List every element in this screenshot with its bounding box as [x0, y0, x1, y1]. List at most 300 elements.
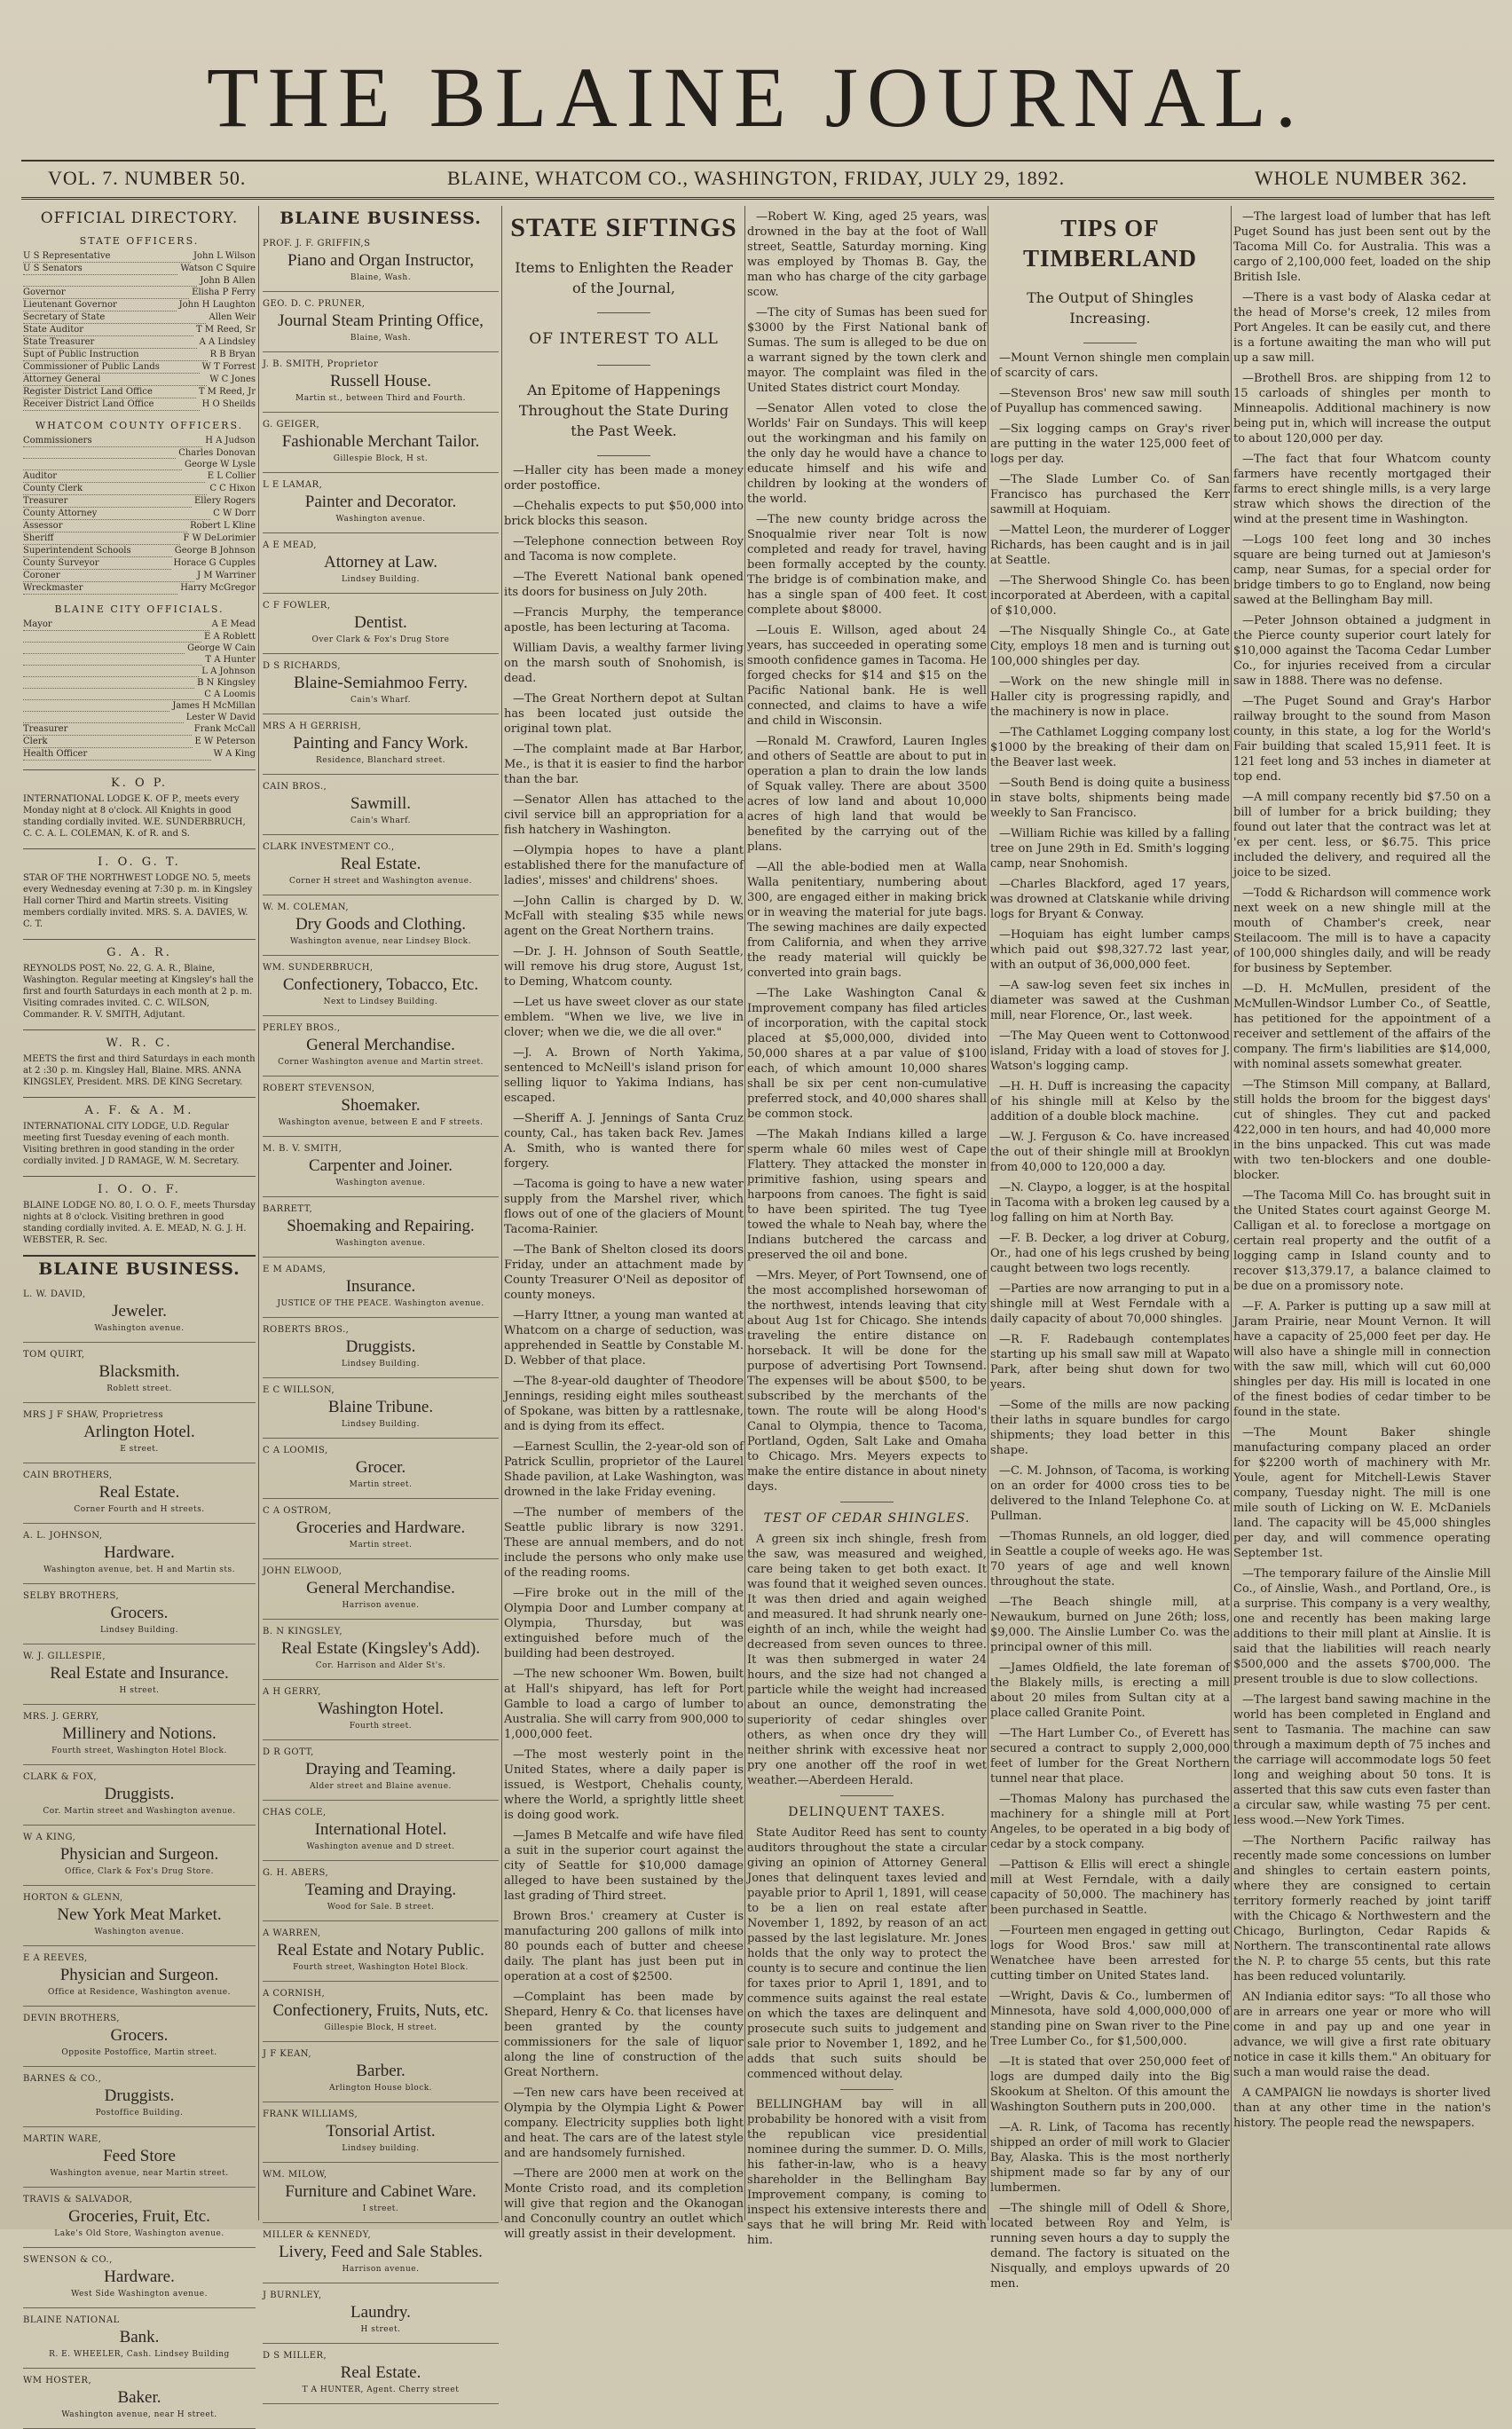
officer-name: Watson C Squire [180, 264, 256, 273]
business-name: Painter and Decorator. [304, 493, 457, 511]
column-business [263, 206, 499, 2394]
business-address: Washington avenue, near H street. [61, 2410, 217, 2419]
masthead-title: THE BLAINE JOURNAL. [207, 50, 1305, 145]
news-item: —Ten new cars have been received at Olympia by the Olympia Light & Power company. Electricity supplies both light and heat. The cars are of the latest style and are handsomely furnished. [504, 2086, 744, 2160]
business-proprietor: CLARK & FOX, [23, 1772, 98, 1782]
delinquent-taxes-text: State Auditor Reed has sent to county auditors throughout the state a circular giving an opinion of Attorney General Jones that delinquent taxes levied and payable prior to April 1, 1891, will cease to be a lien on real estate after November 1, 1892, by reason of an act passed by the last legislature. Mr. Jones holds that the only way to protect the county is to secure and continue the lien for taxes prior to April 1, 1891, and to commence suits against the real estate on which the taxes are delinquent and prosecute such suits to judgement and sale prior to November 1, 1892, and he adds that such suits should be commenced without delay. [747, 1826, 987, 2081]
news-item: —Logs 100 feet long and 30 inches square are being turned out at Jamieson's camp, near Sumas, for a special order for bridge timbers to go to England, now being sawed at the Bellingham Bay mill. [1233, 533, 1491, 607]
business-address: Washington avenue. [94, 1928, 185, 1936]
officer-row [23, 582, 256, 595]
officer-name: C C Hixon [209, 484, 256, 493]
business-proprietor: A CORNISH, [263, 1989, 326, 1999]
business-name: Blacksmith. [98, 1362, 180, 1381]
business-proprietor: WM. SUNDERBRUCH, [263, 963, 374, 973]
business-card [263, 1801, 499, 1861]
news-item: —The Great Northern depot at Sultan has been located just outside the original town plat. [504, 692, 744, 736]
business-name: Real Estate and Insurance. [50, 1664, 229, 1683]
divider [840, 2089, 894, 2090]
business-address: Harrison avenue. [342, 1601, 420, 1610]
business-proprietor: W A KING, [23, 1833, 76, 1842]
officer-title [23, 643, 185, 654]
news-item: —The 8-year-old daughter of Theodore Jennings, residing eight miles southeast of Spokane, was bitten by a rattlesnake, and is dying from its effect. [504, 1375, 744, 1433]
news-item: —James B Metcalfe and wife have filed a suit in the superior court against the city of Seattle for $10,000 damage alleged to have been sustained by the last grading of Third street. [504, 1829, 744, 1903]
business-address: Martin street. [349, 1541, 413, 1550]
news-item: —Charles Blackford, aged 17 years, was drowned at Clatskanie while driving logs for Bryant & Conway. [990, 878, 1230, 921]
business-address: Gillespie Block, H st. [333, 454, 429, 463]
lodge-text: STAR OF THE NORTHWEST LODGE NO. 5, meets every Wednesday evening at 7:30 p. m. in Kingsley Hall corner Third and Martin streets. Visiting members cordially invited. MRS. S. A. DAVIES, W. C. T. [23, 873, 253, 929]
business-card [263, 292, 499, 352]
news-item: —Earnest Scullin, the 2-year-old son of Patrick Scullin, proprietor of the Laurel Shade pavilion, at Lake Washington, was drowned in the lake Friday evening. [504, 1440, 744, 1499]
timberland-headline: TIPS OF TIMBERLAND [1022, 215, 1198, 272]
news-item: —Mrs. Meyer, of Port Townsend, one of the most accomplished horsewoman of the northwest, intends leaving that city about Aug 1st for Chicago. She intends traveling the entire distance on horseback. It will be done for the purpose of advertising Port Townsend. The expenses will be about $500, to be subscribed by the merchants of the town. The route will be along Hood's Canal to Olympia, thence to Tacoma, Portland, Ogden, Salt Lake and Omaha to Chicago. Mrs. Meyers expects to make the entire distance in about ninety days. [747, 1269, 987, 1494]
officer-name: John L Wilson [193, 251, 256, 261]
officer-title: Lieutenant Governor [23, 299, 177, 312]
news-item: —Mount Vernon shingle men complain of scarcity of cars. [990, 351, 1230, 380]
business-address: R. E. WHEELER, Cash. Lindsey Building [49, 2350, 230, 2359]
officer-name: W C Jones [209, 375, 256, 384]
business-address: Postoffice Building. [95, 2109, 184, 2117]
business-name: Jeweler. [112, 1302, 167, 1321]
business-proprietor: G. H. ABERS, [263, 1868, 329, 1878]
officer-name: B N Kingsley [197, 678, 256, 688]
officer-row [23, 250, 256, 263]
officer-title: Sheriff [23, 532, 180, 545]
officer-name: W T Forrest [201, 362, 256, 372]
business-name: Grocers. [110, 2026, 169, 2045]
news-item: A CAMPAIGN lie nowdays is shorter lived than at any other time in the nation's history. The people read the newspapers. [1233, 2086, 1491, 2130]
news-item: —The Puget Sound and Gray's Harbor railway brought to the sound from Mason county, in this state, a log for the World's Fair building that scaled 15,911 feet. It is 121 feet long and 53 inches in diameter at top end. [1233, 695, 1491, 784]
business-address: Next to Lindsey Building. [323, 998, 438, 1006]
business-proprietor: A. L. JOHNSON, [23, 1531, 103, 1541]
officer-title [23, 689, 201, 700]
bellingham-note: BELLINGHAM bay will in all probability be honored with a visit from the republican vice presidential nominee during the summer. D. O. Mills, his father-in-law, who is a heavy shareholder in the Bellingham Bay Improvement company, is coming to inspect his extensive interests there and says that he will bring Mr. Reid with him. [747, 2098, 987, 2247]
officer-row [23, 677, 256, 689]
officer-title [23, 700, 169, 712]
business-proprietor: C F FOWLER, [263, 601, 331, 611]
business-proprietor: GEO. D. C. PRUNER, [263, 299, 366, 309]
business-card [23, 2067, 256, 2127]
cedar-shingles-text: A green six inch shingle, fresh from the saw, was measured and weighed, care being taken to get both exact. It was found that it weighed seven ounces. It was then dried and again weighed and measured. It had shrunk nearly one-eighth of an inch, while the weight had decreased from seven ounces to three. It was then submerged in water 24 hours, and the size had not changed a particle while the weight had increased about an ounce, demonstrating the superiority of cedar shingles over others, as when once dry they will neither shrink with excessive heat nor pry one another off the roof in wet weather.—Aberdeen Herald. [747, 1533, 987, 1787]
business-proprietor: J F KEAN, [263, 2049, 312, 2059]
officer-title: U S Representative [23, 250, 191, 263]
business-address: I street. [362, 2204, 399, 2213]
news-item: —A. R. Link, of Tacoma has recently shipped an order of mill work to Glacier Bay, Alaska. This is the most northerly shipment made so far by any of our lumbermen. [990, 2121, 1230, 2195]
officer-row [23, 723, 256, 736]
news-item: —C. M. Johnson, of Tacoma, is working on an order for 4000 cross ties to be delivered to the Inland Telephone Co. at Pullman. [990, 1464, 1230, 1523]
business-card [23, 1343, 256, 1403]
news-item: —Fourteen men engaged in getting out logs for Wood Bros.' saw mill at Wenatchee have been arrested for cutting timber on United States land. [990, 1924, 1230, 1983]
officer-name: John B Allen [200, 276, 256, 286]
business-proprietor: BARRETT, [263, 1204, 313, 1214]
business-proprietor: L. W. DAVID, [23, 1289, 86, 1299]
business-name: Barber. [356, 2062, 406, 2080]
officer-title: U S Senators [23, 263, 177, 275]
business-name: Real Estate. [98, 1483, 180, 1502]
business-card [263, 1197, 499, 1258]
lodge-notices [23, 769, 256, 1246]
volume-number: VOL. 7. NUMBER 50. [48, 167, 247, 189]
officer-name: George W Lysle [184, 460, 256, 469]
officer-row [23, 570, 256, 582]
news-item: —The shingle mill of Odell & Shore, located between Roy and Yelm, is running seven hours a day to supply the demand. The factory is situated on the Nisqually, and employs upwards of 20 men. [990, 2202, 1230, 2291]
news-item: —The Hart Lumber Co., of Everett has secured a contract to supply 2,000,000 feet of lumber for the Great Northern tunnel near that place. [990, 1727, 1230, 1786]
whole-number: WHOLE NUMBER 362. [1255, 167, 1469, 189]
business-proprietor: CAIN BROS., [263, 782, 327, 792]
business-address: Opposite Postoffice, Martin street. [61, 2048, 217, 2057]
lodge-title: G. A. R. [23, 939, 256, 960]
news-item: —F. A. Parker is putting up a saw mill at Jaram Prairie, near Mount Vernon. It will have a capacity of 25,000 feet per day. He will also have a shingle mill in connection with the saw mill, which will cut 60,000 shingles per day. His mill is located in one of the finest bodies of cedar timber to be found in the state. [1233, 1300, 1491, 1419]
officer-name: E L Collier [207, 471, 256, 481]
business-name: International Hotel. [314, 1820, 447, 1839]
business-name: Blaine-Semiahmoo Ferry. [293, 674, 469, 692]
news-item: Brown Bros.' creamery at Custer is manufacturing 200 gallons of milk into 80 pounds each of butter and cheese daily. The plant has just been put in operation at a cost of $2500. [504, 1910, 744, 1983]
officer-title [23, 459, 182, 470]
news-item: —Wright, Davis & Co., lumbermen of Minnesota, have sold 4,000,000,000 of standing pine on Swan river to the Pine Tree Lumber Co., for $1,500,000. [990, 1990, 1230, 2048]
business-proprietor: E C WILLSON, [263, 1385, 335, 1395]
officer-row [23, 299, 256, 312]
news-item: —Complaint has been made by Shepard, Henry & Co. that licenses have been granted by the county commissioners for the sale of liquor along the line of construction of the Great Northern. [504, 1991, 744, 2079]
officer-title [23, 654, 202, 666]
business-name: Real Estate. [340, 855, 421, 873]
officer-row [23, 532, 256, 545]
timberland-deck: The Output of Shingles Increasing. [1027, 289, 1193, 327]
business-name: Arlington Hotel. [83, 1423, 195, 1441]
officer-row [23, 689, 256, 700]
business-proprietor: FRANK WILLIAMS, [263, 2110, 358, 2119]
business-proprietor: MRS. J. GERRY, [23, 1712, 99, 1722]
divider [597, 455, 650, 456]
news-item: —Dr. J. H. Johnson of South Seattle, will remove his drug store, August 1st, to Deming, Whatcom county. [504, 945, 744, 989]
officer-row [23, 287, 256, 299]
city-officials-list [23, 619, 256, 761]
officer-title: Commissioners [23, 435, 202, 447]
news-item: —N. Claypo, a logger, is at the hospital in Tacoma with a broken leg caused by a log falling on him at North Bay. [990, 1181, 1230, 1225]
news-item: —The new county bridge across the Snoqualmie river near Tolt is now completed and ready for travel, having been formally accepted by the county. The bridge is of combination make, and has a single span of 400 feet. It cost complete about $8000. [747, 513, 987, 617]
business-name: Blaine Tribune. [327, 1398, 434, 1416]
business-address: Lindsey building. [342, 2144, 420, 2153]
officer-row [23, 619, 256, 631]
business-address: Lindsey Building. [341, 1420, 421, 1429]
news-item: —South Bend is doing quite a business in stave bolts, shipments being made weekly to San Francisco. [990, 777, 1230, 820]
business-card [263, 1318, 499, 1378]
business-address: H street. [360, 2325, 401, 2334]
business-name: Journal Steam Printing Office, [278, 312, 484, 330]
siftings-headline: STATE SIFTINGS [510, 213, 737, 242]
news-item: —Thomas Runnels, an old logger, died in Seattle a couple of weeks ago. He was 70 years of age and well known throughout the state. [990, 1530, 1230, 1589]
officer-title [23, 677, 194, 689]
officer-name: T A Hunter [205, 655, 256, 665]
news-item: —Sheriff A. J. Jennings of Santa Cruz county, Cal., has taken back Rev. James A. Smith, who is wanted there for forgery. [504, 1112, 744, 1171]
business-address: Corner Washington avenue and Martin street. [278, 1058, 484, 1067]
officer-row [23, 508, 256, 520]
officer-name: Horace G Cupples [173, 558, 256, 568]
news-item: —James Oldfield, the late foreman of the Blakely mills, is erecting a mill about 20 miles from Sultan city at a place called Granite Point. [990, 1661, 1230, 1720]
business-card [23, 1282, 256, 1343]
news-item: —The Cathlamet Logging company lost $1000 by the breaking of their dam on the Beaver last week. [990, 726, 1230, 769]
business-card [263, 1740, 499, 1801]
business-name: Physician and Surgeon. [59, 1845, 219, 1864]
business-proprietor: TOM QUIRT, [23, 1350, 85, 1360]
business-card [23, 1524, 256, 1584]
officer-name: Robert L Kline [190, 521, 256, 531]
county-officers-title: WHATCOM COUNTY OFFICERS. [35, 420, 244, 431]
business-name: Carpenter and Joiner. [309, 1156, 453, 1175]
business-address: Washington avenue, bet. H and Martin sts. [43, 1565, 235, 1574]
business-proprietor: D R GOTT, [263, 1747, 314, 1757]
officer-name: Charles Donovan [178, 448, 256, 458]
officer-row [23, 263, 256, 275]
business-name: Real Estate (Kingsley's Add). [281, 1639, 480, 1658]
business-card [263, 232, 499, 292]
business-proprietor: SELBY BROTHERS, [23, 1591, 120, 1601]
business-card [263, 2163, 499, 2223]
siftings-paragraphs [504, 463, 744, 2242]
business-card [263, 1921, 499, 1982]
business-card [263, 1076, 499, 1137]
business-name: Tonsorial Artist. [326, 2122, 436, 2141]
business-card [263, 2283, 499, 2344]
news-item: —Senator Allen has attached to the civil service bill an appropriation for a fish hatchery in Washington. [504, 793, 744, 837]
news-item: —Olympia hopes to have a plant established there for the manufacture of ladies', misses' and childrens' shoes. [504, 844, 744, 887]
business-name: Painting and Fancy Work. [293, 734, 469, 753]
lodge-text: MEETS the first and third Saturdays in each month at 2 :30 p. m. Kingsley Hall, Blaine. MRS. ANNA KINGSLEY, President. MRS. DE KING Secretary. [23, 1054, 256, 1087]
officer-name: T M Reed, Jr [198, 387, 256, 397]
news-item: —Fire broke out in the mill of the Olympia Door and Lumber company at Olympia, Thursday, but was extinguished before much of the building had been destroyed. [504, 1587, 744, 1660]
news-item: —The Slade Lumber Co. of San Francisco has purchased the Kerr sawmill at Hoquiam. [990, 473, 1230, 517]
business-address: Washington avenue, near Martin street. [50, 2169, 229, 2178]
news-item: —The complaint made at Bar Harbor, Me., is that it is easier to find the harbor than the bar. [504, 743, 744, 786]
business-proprietor: TRAVIS & SALVADOR, [23, 2195, 133, 2204]
officer-title: Register District Land Office [23, 386, 196, 398]
column-rule [1231, 206, 1232, 2220]
business-name: Bank. [119, 2328, 160, 2346]
business-name: Dry Goods and Clothing. [295, 915, 467, 934]
business-proprietor: MRS A H GERRISH, [263, 722, 362, 731]
news-item: —Some of the mills are now packing their laths in square bundles for cargo shipments; they load better in this shape. [990, 1399, 1230, 1457]
business-address: Washington avenue. [335, 515, 426, 524]
business-name: Hardware. [104, 2267, 175, 2286]
business-card [263, 654, 499, 714]
business-address: Washington avenue. [94, 1324, 185, 1333]
news-item: —Stevenson Bros' new saw mill south of Puyallup has commenced sawing. [990, 387, 1230, 415]
business-address: Washington avenue, near Lindsey Block. [289, 937, 471, 946]
news-item: —J. A. Brown of North Yakima, sentenced to McNeill's island prison for selling liquor to Yakima Indians, has escaped. [504, 1046, 744, 1105]
officer-name: Allen Weir [209, 312, 256, 322]
news-item: —Todd & Richardson will commence work next week on a new shingle mill at the mouth of Chamber's creek, near Steilacoom. The mill is to have a capacity of 100,000 shingles daily, and will be ready for business by September. [1233, 887, 1491, 975]
business-name: Grocer. [355, 1458, 406, 1477]
business-proprietor: MILLER & KENNEDY, [263, 2230, 372, 2240]
business-name: Shoemaking and Repairing. [287, 1217, 475, 1235]
business-proprietor: CHAS COLE, [263, 1808, 327, 1818]
officer-name: George W Cain [187, 643, 256, 653]
business-address: Lindsey Building. [341, 575, 421, 584]
business-card [263, 714, 499, 775]
business-card [23, 1886, 256, 1946]
business-name: Furniture and Cabinet Ware. [285, 2182, 476, 2201]
business-address: Roblett street. [106, 1384, 172, 1393]
officer-title: State Auditor [23, 324, 193, 336]
business-address: Cain's Wharf. [350, 816, 411, 825]
business-address: Blaine, Wash. [350, 273, 412, 282]
business-card [23, 1765, 256, 1826]
news-item: —The largest load of lumber that has left Puget Sound has just been sent out by the Tacoma Mill Co. for Australia. This was a cargo of 2,100,000 feet, loaded on the ship British Isle. [1233, 210, 1491, 284]
business-card [23, 1826, 256, 1886]
officer-title: Treasurer [23, 723, 192, 736]
news-item: —Work on the new shingle mill in Haller city is progressing rapidly, and the machinery is now in place. [990, 675, 1230, 719]
business-proprietor: D S RICHARDS, [263, 661, 342, 671]
news-item: —D. H. McMullen, president of the McMullen-Windsor Lumber Co., of Seattle, has petitioned for the appointment of a receiver and settlement of the affairs of the company. The firm's liabilities are $14,000, with nominal assets somewhat greater. [1233, 982, 1491, 1071]
state-officers-list [23, 250, 256, 411]
officer-name: W A King [213, 749, 256, 759]
business-card [23, 1463, 256, 1524]
business-address: Martin street. [349, 1480, 413, 1489]
business-card [23, 1705, 256, 1765]
news-item: —Mattel Leon, the murderer of Logger Richards, has been caught and is in jail at Seattle. [990, 524, 1230, 567]
lodge-title: I. O. G. T. [23, 848, 256, 870]
officer-name: R B Bryan [209, 350, 256, 359]
business-card [263, 352, 499, 413]
business-name: Attorney at Law. [323, 553, 438, 572]
officer-title [23, 631, 201, 643]
business-name: Baker. [117, 2388, 161, 2407]
business-card [23, 1946, 256, 2007]
officer-row [23, 398, 256, 411]
divider [597, 365, 650, 366]
business-card [263, 2223, 499, 2283]
news-item: —Senator Allen voted to close the Worlds' Fair on Sundays. This will keep out the workingman and his family on the only day he would have a chance to educate himself and his wife and children by looking at the wonders of the world. [747, 402, 987, 506]
news-paragraphs [747, 209, 987, 1494]
officer-name: Harry McGregor [180, 583, 256, 593]
column-state-siftings [504, 206, 744, 2241]
business-proprietor: B. N KINGSLEY, [263, 1627, 343, 1636]
business-address: JUSTICE OF THE PEACE. Washington avenue. [277, 1299, 484, 1308]
officer-title: State Treasurer [23, 336, 197, 349]
business-card [263, 2344, 499, 2404]
officer-title: Wreckmaster [23, 582, 177, 595]
officer-title: Assessor [23, 520, 187, 532]
news-item: —H. H. Duff is increasing the capacity of his shingle mill at Kelso by the addition of a double block machine. [990, 1080, 1230, 1124]
news-item: —All the able-bodied men at Walla Walla penitentiary, numbering about 300, are engaged either in making brick or in weaving the material for jute bags. The sewing machines are daily expected from California, and when they arrive the ready material will quickly be converted into grain bags. [747, 861, 987, 980]
lodge-text: INTERNATIONAL CITY LODGE, U.D. Regular meeting first Tuesday evening of each month. Visiting brethren in good standing in the order cordially invited. J D RAMAGE, W. M. Secretary. [23, 1122, 240, 1166]
column-timberland [990, 206, 1230, 2291]
divider [840, 1795, 894, 1796]
officer-row [23, 336, 256, 349]
lodge-title: K. O P. [23, 769, 256, 791]
news-item: —The Tacoma Mill Co. has brought suit in the United States court against George M. Calligan et al. to foreclose a mortgage on certain real property and the outfit of a logging camp in Island county and to recover $13,379.17, a balance claimed to be due on a promissory note. [1233, 1189, 1491, 1293]
siftings-deck-2: OF INTEREST TO ALL [529, 330, 719, 348]
officer-row [23, 361, 256, 374]
business-proprietor: D S MILLER, [263, 2351, 327, 2361]
business-name: Physician and Surgeon. [59, 1966, 219, 1984]
news-item: —It is stated that over 250,000 feet of logs are dumped daily into the Big Skookum at Shelton. Of this amount the Washington Southern puts in 200,000. [990, 2055, 1230, 2114]
business-card [263, 835, 499, 895]
news-item: —The largest band sawing machine in the world has been completed in England and sent to Tasmania. The machine can saw through a maximum depth of 75 inches and the carriage will accommodate logs 50 feet long and weighing about 50 tons. It is asserted that this saw cuts even faster than a circular saw, while wasting 75 per cent. less wood.—New York Times. [1233, 1693, 1491, 1827]
business-proprietor: PERLEY BROS., [263, 1023, 341, 1033]
news-item: —The Stimson Mill company, at Ballard, still holds the broom for the biggest days' cut of shingles. They cut and packed 422,000 in ten hours, and had 40,000 more in the bins unpacked. This cut was made with two ten-blockers and one double-blocker. [1233, 1078, 1491, 1182]
business-card [23, 2188, 256, 2248]
news-item: —The new schooner Wm. Bowen, built at Hall's shipyard, has left for Port Gamble to load a cargo of lumber to Australia. She will carry from 900,000 to 1,000,000 feet. [504, 1668, 744, 1741]
officer-row [23, 435, 256, 447]
lodge-text: INTERNATIONAL LODGE K. OF P., meets every Monday night at 8 o'clock. All Knights in good standing cordially invited. W.E. SUNDERBRUCH, C. C. A. L. COLEMAN, K. of R. and S. [23, 794, 246, 839]
business-proprietor: PROF. J. F. GRIFFIN,S [263, 239, 371, 248]
business-name: Grocers. [110, 1604, 169, 1622]
business-address: Fourth street, Washington Hotel Block. [51, 1747, 227, 1755]
business-card [23, 1403, 256, 1463]
business-address: Washington avenue, between E and F streets. [278, 1118, 484, 1127]
business-card [23, 1644, 256, 1705]
business-name: Livery, Feed and Sale Stables. [279, 2243, 483, 2261]
officer-title: Health Officer [23, 748, 211, 761]
news-item: —The Bank of Shelton closed its doors Friday, under an attachment made by County Treasurer O'Neil as depositor of county moneys. [504, 1243, 744, 1302]
officer-name: L A Johnson [201, 666, 256, 676]
business-proprietor: BARNES & CO., [23, 2074, 102, 2084]
officer-name: John H Laughton [178, 300, 256, 310]
business-name: Real Estate and Notary Public. [277, 1941, 484, 1960]
directory-title: OFFICIAL DIRECTORY. [40, 209, 239, 227]
officer-row [23, 557, 256, 570]
business-name: Piano and Organ Instructor, [287, 251, 474, 270]
officer-row [23, 545, 256, 557]
business-address: Arlington House block. [328, 2084, 433, 2093]
officer-name: H A Judson [205, 436, 256, 446]
business-name: Feed Store [103, 2147, 176, 2165]
news-item: —The Nisqually Shingle Co., at Gate City, employs 18 men and is turning out 100,000 shingles per day. [990, 625, 1230, 668]
lodge-title: W. R. C. [23, 1029, 256, 1051]
news-item: —Tacoma is going to have a new water supply from the Marshel river, which flows out of one of the glaciers of Mount Tacoma-Rainier. [504, 1178, 744, 1236]
column-rule [744, 206, 745, 2220]
news-item: —Francis Murphy, the temperance apostle, has been lecturing at Tacoma. [504, 606, 744, 635]
officer-row [23, 470, 256, 483]
business-card [23, 1584, 256, 1644]
business-proprietor: HORTON & GLENN, [23, 1893, 123, 1903]
business-card [263, 956, 499, 1016]
business-proprietor: CAIN BROTHERS, [23, 1471, 113, 1480]
news-item: —John Callin is charged by D. W. McFall with stealing $35 while news agent on the Great Northern trains. [504, 895, 744, 938]
officer-name: E A Roblett [204, 632, 256, 642]
business-proprietor: G. GEIGER, [263, 420, 320, 430]
lumber-paragraphs [1233, 209, 1491, 2131]
officer-row [23, 483, 256, 495]
business-proprietor: J. B. SMITH, Proprietor [263, 359, 379, 369]
news-item: William Davis, a wealthy farmer living on the marsh south of Snohomish, is dead. [504, 642, 744, 685]
news-item: —Let us have sweet clover as our state emblem. "When we live, we live in clover; when we die, we die all over." [504, 996, 744, 1039]
business-name: Real Estate. [340, 2363, 421, 2382]
officer-title: Attorney General [23, 374, 207, 386]
divider [597, 312, 650, 313]
business-proprietor: WM. MILOW, [263, 2170, 327, 2180]
officer-title: Treasurer [23, 495, 192, 508]
officer-row [23, 324, 256, 336]
news-item: —Parties are now arranging to put in a shingle mill at West Ferndale with a daily capacity of about 70,000 shingles. [990, 1282, 1230, 1326]
business-proprietor: E M ADAMS, [263, 1265, 327, 1274]
business-address: Lindsey Building. [99, 1626, 179, 1635]
business-card [263, 2102, 499, 2163]
officer-title [23, 447, 176, 459]
news-item: —Ronald M. Crawford, Lauren Ingles and others of Seattle are about to put in operation a plan to drain the low lands of Squak valley. There are about 3500 acres of low land and about 10,000 acres of high land that would be benefited by the carrying out of the plans. [747, 735, 987, 854]
officer-row [23, 386, 256, 398]
business-card [263, 473, 499, 533]
business-name: Fashionable Merchant Tailor. [281, 432, 480, 451]
column-news-continued [747, 206, 987, 2247]
column-rule [501, 206, 502, 2220]
news-item: —William Richie was killed by a falling tree on June 29th in Ed. Smith's logging camp, near Snohomish. [990, 827, 1230, 871]
business-address: Cor. Martin street and Washington avenue. [43, 1807, 236, 1816]
business-proprietor: CLARK INVESTMENT CO., [263, 842, 395, 852]
business-card [263, 413, 499, 473]
business-address: Harrison avenue. [342, 2265, 420, 2274]
timberland-paragraphs [990, 351, 1230, 2291]
officer-title: County Attorney [23, 508, 210, 520]
